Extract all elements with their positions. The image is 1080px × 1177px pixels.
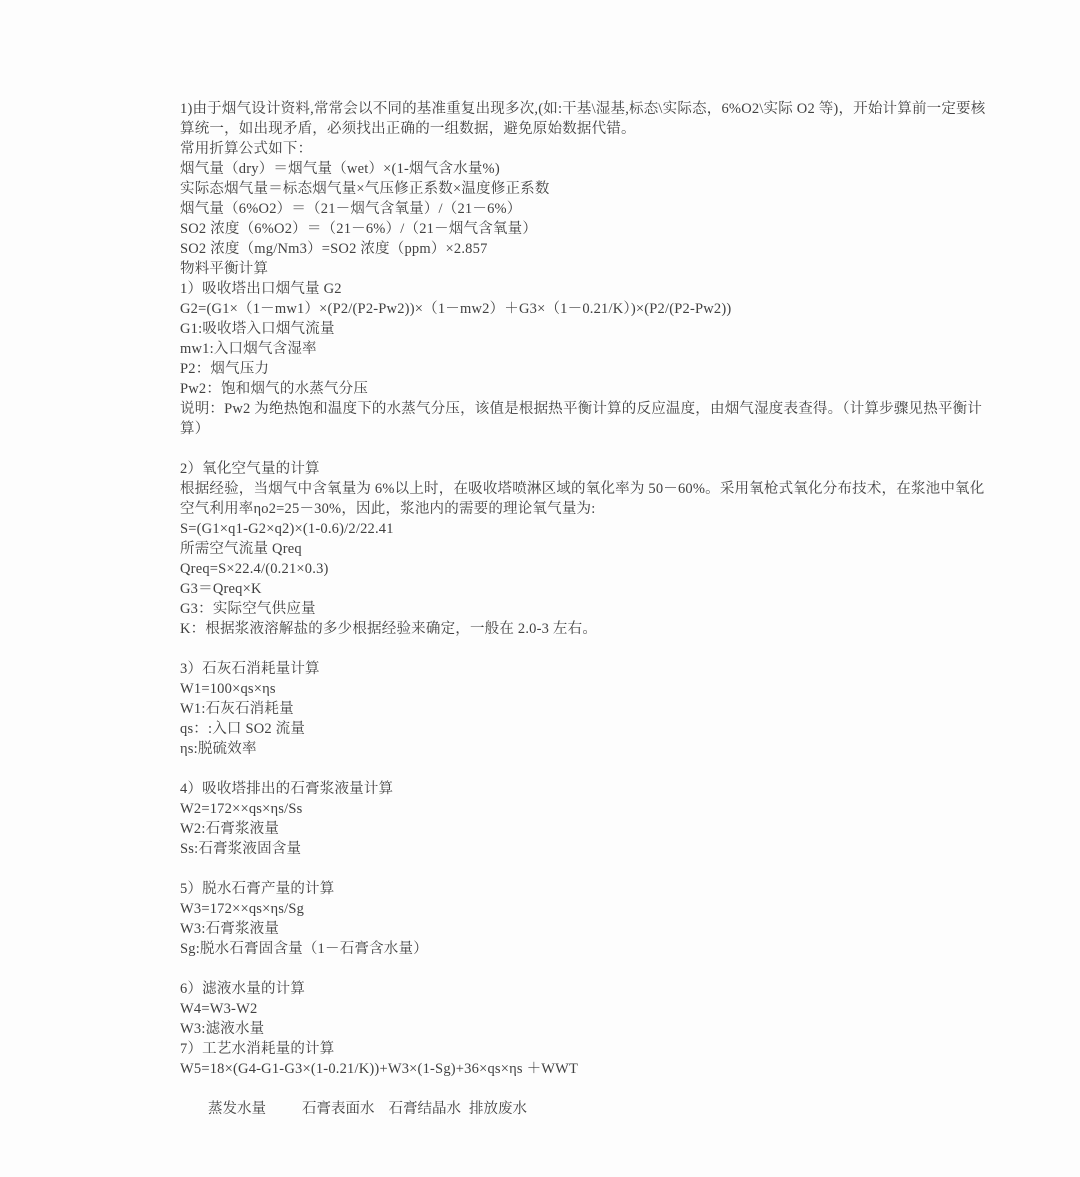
text-line: qs：:入口 SO2 流量 bbox=[180, 721, 306, 737]
text-line: P2：烟气压力 bbox=[180, 361, 270, 377]
water-balance-label-gypsum-surface: 石膏表面水 bbox=[302, 1101, 375, 1117]
text-line: W3=172××qs×ηs/Sg bbox=[180, 901, 305, 917]
text-line: 实际态烟气量＝标态烟气量×气压修正系数×温度修正系数 bbox=[180, 181, 550, 197]
document-page bbox=[180, 99, 986, 1119]
water-balance-labels bbox=[208, 1099, 928, 1119]
text-line bbox=[180, 959, 928, 979]
text-line: W2:石膏浆液量 bbox=[180, 821, 280, 837]
text-line: W3:滤液水量 bbox=[180, 1021, 265, 1037]
text-line: 算统一，如出现矛盾，必须找出正确的一组数据，避免原始数据代错。 bbox=[180, 121, 636, 137]
text-line: SO2 浓度（mg/Nm3）=SO2 浓度（ppm）×2.857 bbox=[180, 241, 488, 257]
text-line: K：根据浆液溶解盐的多少根据经验来确定，一般在 2.0-3 左右。 bbox=[180, 621, 598, 637]
text-line: 常用折算公式如下： bbox=[180, 141, 313, 157]
text-line: 5）脱水石膏产量的计算 bbox=[180, 881, 335, 897]
text-line: 1）吸收塔出口烟气量 G2 bbox=[180, 281, 342, 297]
water-balance-label-evaporation: 蒸发水量 bbox=[208, 1101, 266, 1117]
text-line bbox=[180, 1079, 928, 1099]
text-line: 物料平衡计算 bbox=[180, 261, 269, 277]
text-line: ηs:脱硫效率 bbox=[180, 741, 257, 757]
text-line: G3＝Qreq×K bbox=[180, 581, 262, 597]
text-line: W3:石膏浆液量 bbox=[180, 921, 280, 937]
text-line: SO2 浓度（6%O2）＝（21－6%）/（21－烟气含氧量） bbox=[180, 221, 538, 237]
text-line: W2=172××qs×ηs/Ss bbox=[180, 801, 303, 817]
text-line: G2=(G1×（1－mw1）×(P2/(P2-Pw2))×（1－mw2）＋G3×（1－0.21/K）)×(P2/(P2-Pw2)) bbox=[180, 301, 732, 317]
document-lines bbox=[180, 99, 986, 1099]
text-line: W5=18×(G4-G1-G3×(1-0.21/K))+W3×(1-Sg)+36×qs×ηs ＋WWT bbox=[180, 1061, 579, 1077]
text-line: G3：实际空气供应量 bbox=[180, 601, 316, 617]
text-line: 烟气量（dry）＝烟气量（wet）×(1-烟气含水量%) bbox=[180, 161, 500, 177]
text-line bbox=[180, 639, 928, 659]
text-line: 3）石灰石消耗量计算 bbox=[180, 661, 320, 677]
text-line: 空气利用率ηo2=25－30%，因此，浆池内的需要的理论氧气量为: bbox=[180, 501, 596, 517]
text-line: Qreq=S×22.4/(0.21×0.3) bbox=[180, 561, 329, 577]
text-line: 说明：Pw2 为绝热饱和温度下的水蒸气分压，该值是根据热平衡计算的反应温度，由烟气湿度表查得。（计算步骤见热平衡计 bbox=[180, 401, 983, 417]
text-line: Ss:石膏浆液固含量 bbox=[180, 841, 302, 857]
text-line: 7）工艺水消耗量的计算 bbox=[180, 1041, 335, 1057]
text-line: 6）滤液水量的计算 bbox=[180, 981, 306, 997]
text-line: 4）吸收塔排出的石膏浆液量计算 bbox=[180, 781, 394, 797]
text-line: 所需空气流量 Qreq bbox=[180, 541, 302, 557]
text-line bbox=[180, 759, 928, 779]
water-balance-label-wastewater: 排放废水 bbox=[469, 1101, 527, 1117]
text-line: 烟气量（6%O2）＝（21－烟气含氧量）/（21－6%） bbox=[180, 201, 522, 217]
text-line: 2）氧化空气量的计算 bbox=[180, 461, 320, 477]
text-line bbox=[180, 439, 928, 459]
text-line: Sg:脱水石膏固含量（1－石膏含水量） bbox=[180, 941, 428, 957]
water-balance-label-gypsum-crystal: 石膏结晶水 bbox=[388, 1101, 461, 1117]
text-line: S=(G1×q1-G2×q2)×(1-0.6)/2/22.41 bbox=[180, 521, 394, 537]
text-line: W1=100×qs×ηs bbox=[180, 681, 276, 697]
text-line: W1:石灰石消耗量 bbox=[180, 701, 294, 717]
text-line: 1)由于烟气设计资料,常常会以不同的基准重复出现多次,(如:干基\湿基,标态\实际态，6%O2\实际 O2 等)，开始计算前一定要核 bbox=[180, 101, 986, 117]
text-line: 根据经验，当烟气中含氧量为 6%以上时，在吸收塔喷淋区域的氧化率为 50－60%。采用氧枪式氧化分布技术，在浆池中氧化 bbox=[180, 481, 985, 497]
text-line bbox=[180, 859, 928, 879]
text-line: Pw2：饱和烟气的水蒸气分压 bbox=[180, 381, 369, 397]
text-line: W4=W3-W2 bbox=[180, 1001, 258, 1017]
text-line: mw1:入口烟气含湿率 bbox=[180, 341, 317, 357]
text-line: 算） bbox=[180, 421, 210, 437]
text-line: G1:吸收塔入口烟气流量 bbox=[180, 321, 335, 337]
